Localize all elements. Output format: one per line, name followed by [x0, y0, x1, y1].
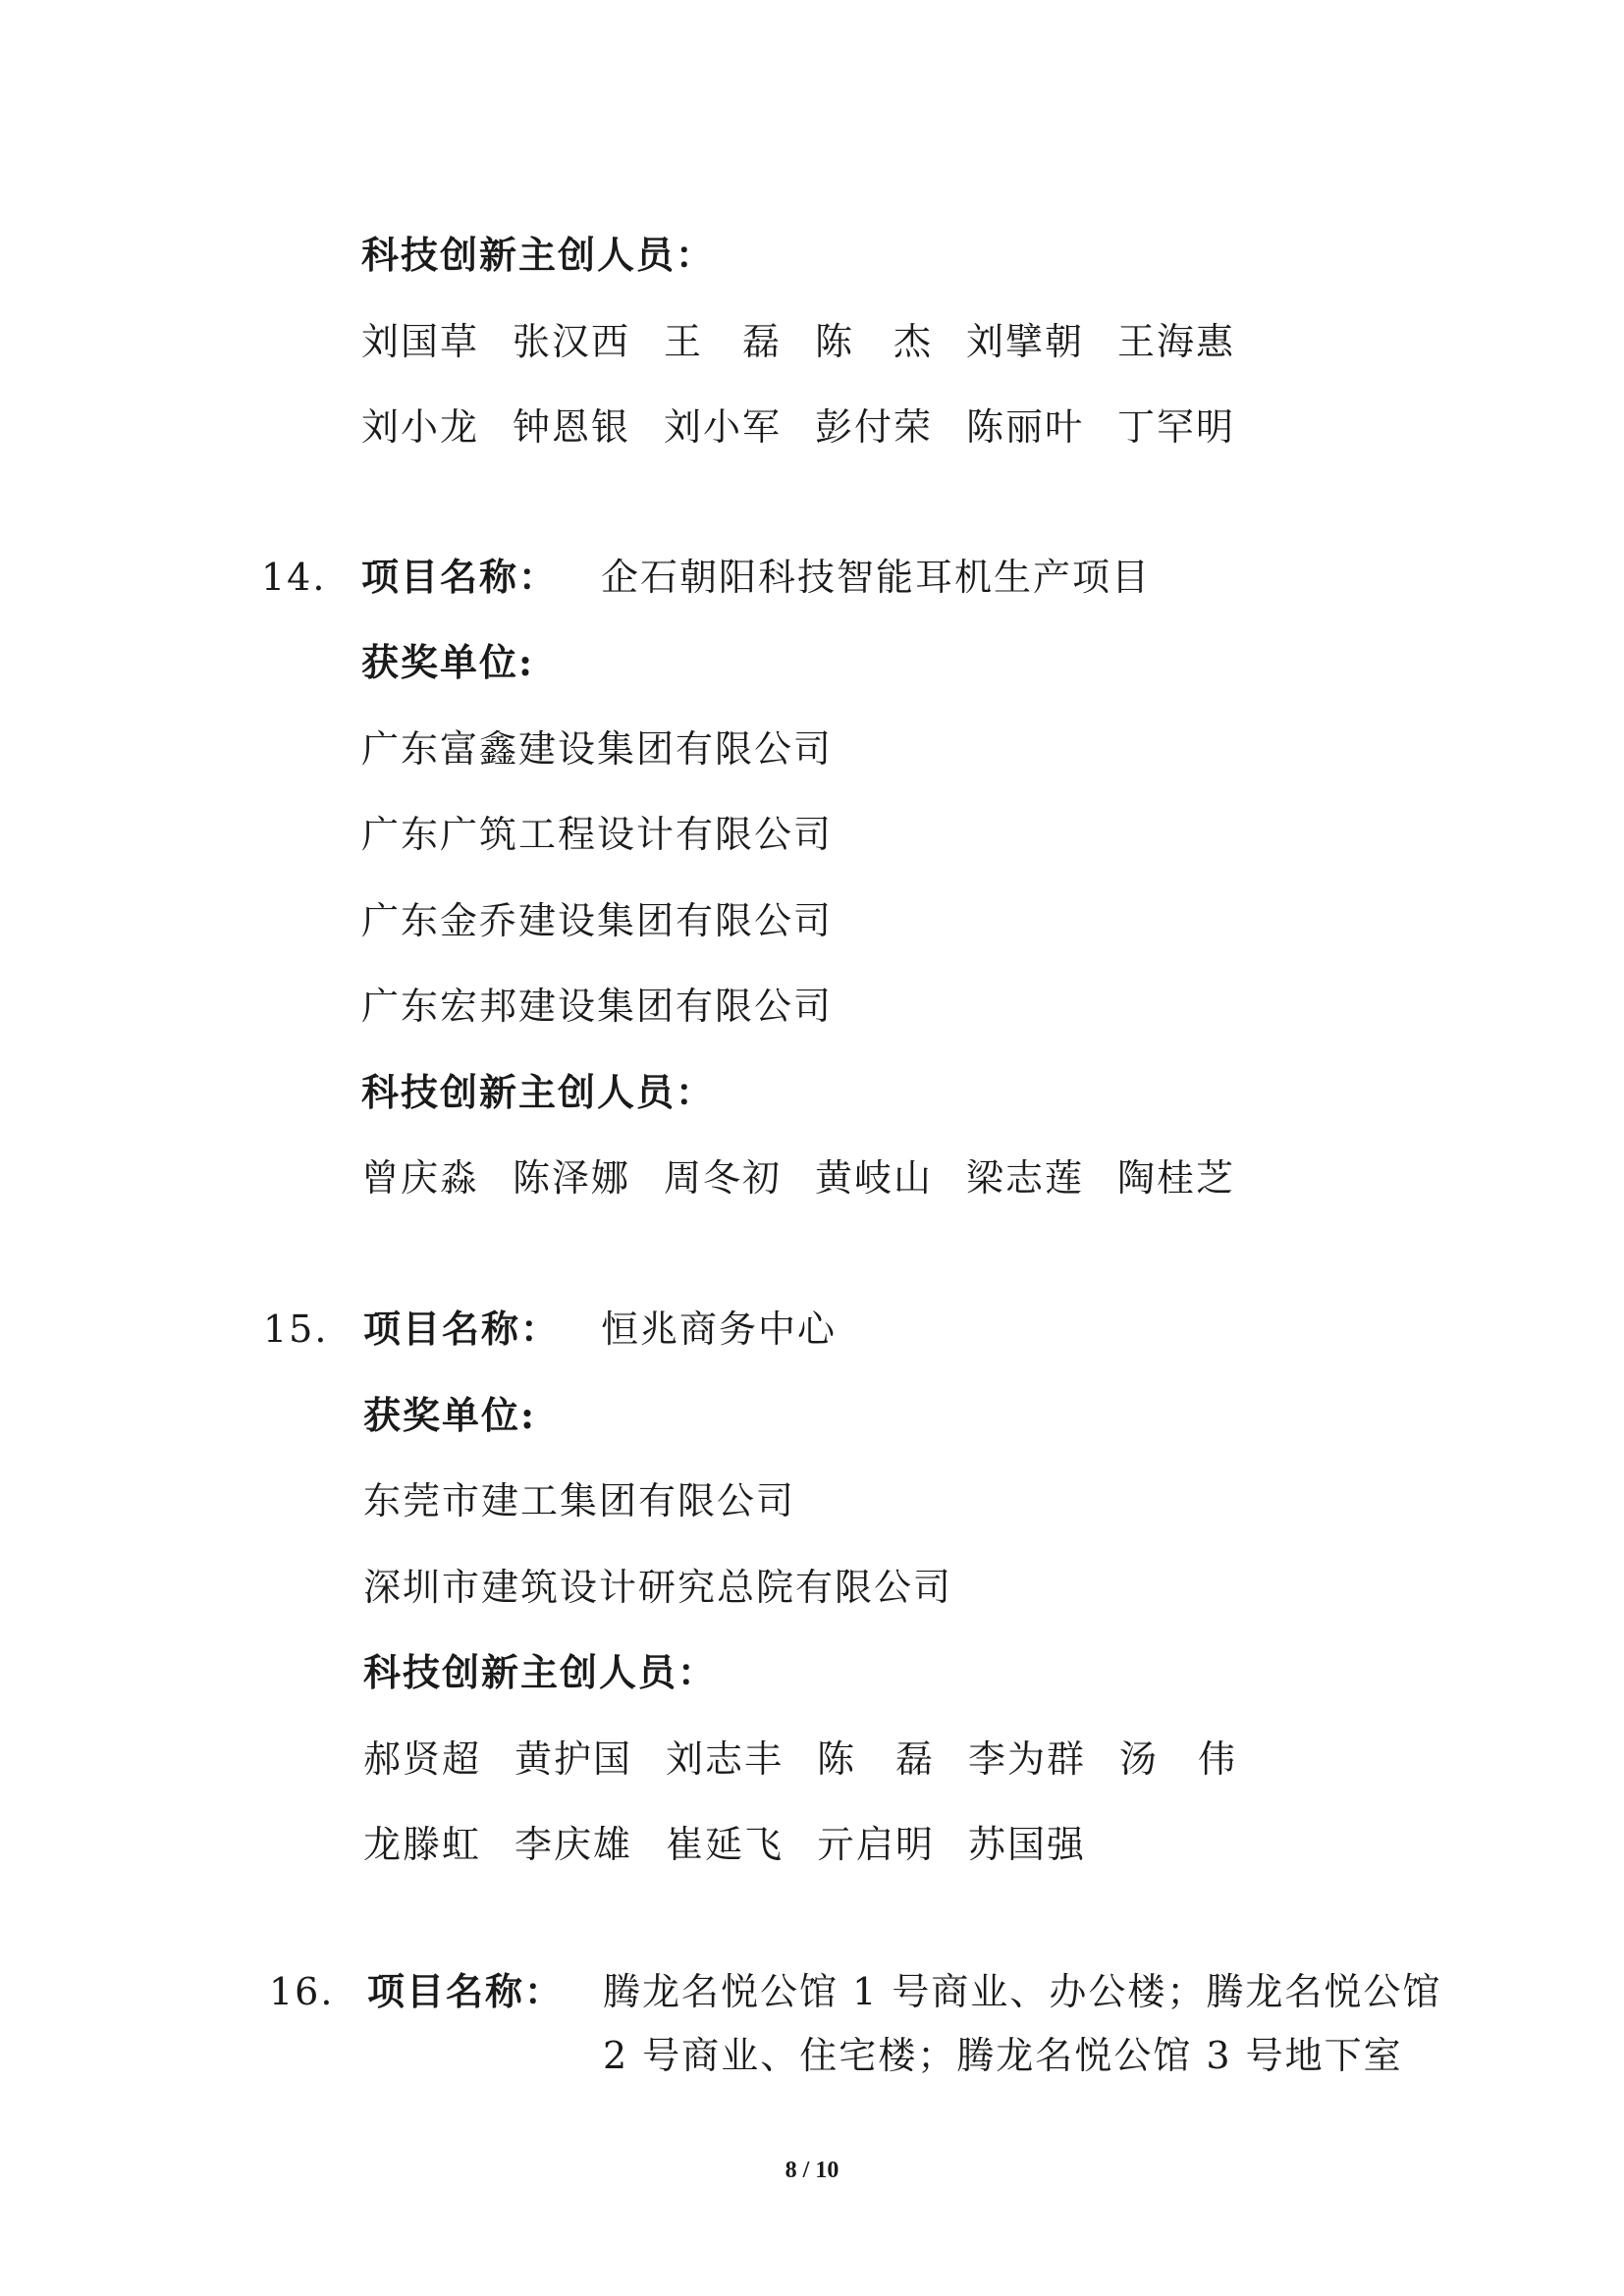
person-name: 梁志莲: [966, 1156, 1085, 1200]
page-number: 8 / 10: [785, 2158, 839, 2183]
project-name-label: 项目名称：: [367, 1969, 565, 2013]
person-name: 刘小军: [664, 405, 783, 449]
person-name: 陈 磊: [817, 1737, 936, 1781]
person-name: 亓启明: [817, 1823, 936, 1866]
person-name: 钟恩银: [513, 405, 631, 449]
person-name: 李庆雄: [514, 1823, 633, 1866]
award-unit: 东莞市建工集团有限公司: [363, 1479, 796, 1522]
award-unit: 广东广筑工程设计有限公司: [361, 813, 834, 856]
person-name: 王 磊: [664, 320, 783, 363]
person-name: 陈丽叶: [966, 405, 1085, 449]
award-unit: 广东金乔建设集团有限公司: [361, 899, 834, 942]
award-units-label: 获奖单位:: [361, 640, 535, 684]
person-name: 刘国草: [361, 320, 480, 363]
innovators-names-row: [361, 318, 1343, 365]
innovators-label: 科技创新主创人员：: [363, 1650, 718, 1694]
person-name: 黄护国: [514, 1737, 633, 1781]
person-name: 苏国强: [968, 1823, 1087, 1866]
person-name: 陶桂芝: [1117, 1156, 1236, 1200]
person-name: 曾庆淼: [361, 1156, 480, 1200]
innovators-names-row: [361, 403, 1343, 451]
person-name: 张汉西: [513, 320, 631, 363]
person-name: 刘擘朝: [966, 320, 1085, 363]
person-name: 陈 杰: [815, 320, 934, 363]
project-name-line-2: 2 号商业、住宅楼；腾龙名悦公馆 3 号地下室: [603, 2034, 1403, 2077]
award-unit: 广东富鑫建设集团有限公司: [361, 727, 834, 771]
innovators-label: 科技创新主创人员：: [361, 233, 716, 277]
award-units-label: 获奖单位:: [363, 1393, 537, 1437]
innovators-names-row: [363, 1821, 1345, 1868]
item-number: 16.: [269, 1970, 335, 2013]
person-name: 李为群: [968, 1737, 1087, 1781]
person-name: 丁罕明: [1117, 405, 1236, 449]
person-name: 汤 伟: [1119, 1737, 1238, 1781]
project-name-label: 项目名称：: [363, 1307, 561, 1351]
person-name: 陈泽娜: [513, 1156, 631, 1200]
person-name: 郝贤超: [363, 1737, 482, 1781]
innovators-names-row: [363, 1735, 1345, 1783]
project-name: 企石朝阳科技智能耳机生产项目: [601, 556, 1152, 599]
project-name-label: 项目名称：: [361, 555, 559, 599]
person-name: 黄岐山: [815, 1156, 934, 1200]
person-name: 彭付荣: [815, 405, 934, 449]
person-name: 龙滕虹: [363, 1823, 482, 1866]
person-name: 崔延飞: [666, 1823, 785, 1866]
person-name: 周冬初: [664, 1156, 783, 1200]
project-name-line-1: 腾龙名悦公馆 1 号商业、办公楼；腾龙名悦公馆: [603, 1970, 1442, 2013]
item-number: 14.: [261, 556, 327, 599]
person-name: 王海惠: [1117, 320, 1236, 363]
project-name: 恒兆商务中心: [601, 1308, 838, 1351]
innovators-names-row: [361, 1154, 1343, 1201]
innovators-label: 科技创新主创人员：: [361, 1070, 716, 1114]
award-unit: 深圳市建筑设计研究总院有限公司: [363, 1566, 953, 1609]
item-number: 15.: [263, 1308, 329, 1351]
person-name: 刘志丰: [666, 1737, 785, 1781]
person-name: 刘小龙: [361, 405, 480, 449]
award-unit: 广东宏邦建设集团有限公司: [361, 985, 834, 1028]
